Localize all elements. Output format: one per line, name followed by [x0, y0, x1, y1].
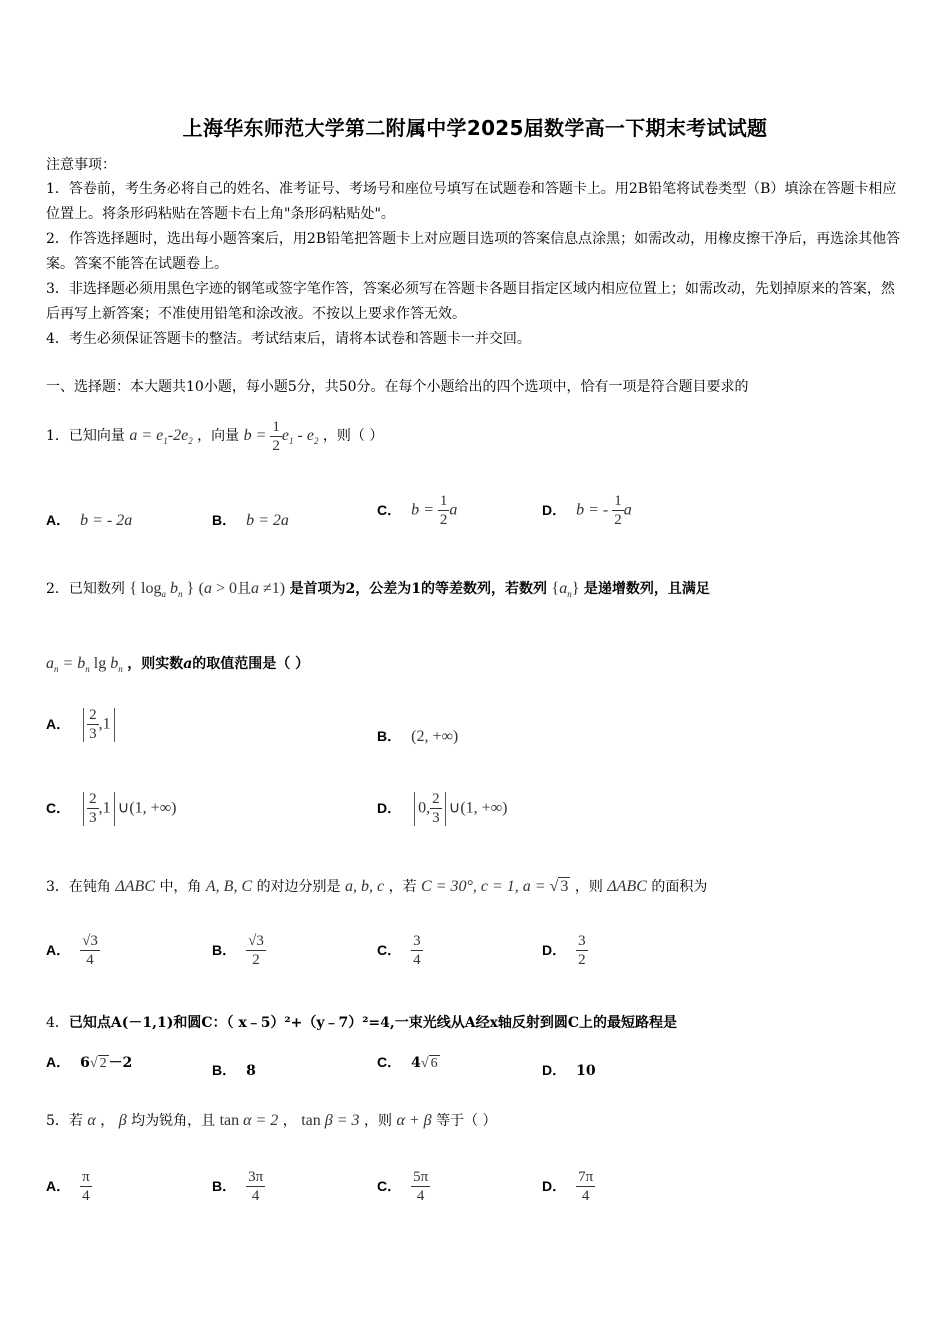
- q2-condition-a: (a > 0: [198, 580, 237, 597]
- q3-text-2: 中，角: [159, 879, 202, 895]
- q2-number: 2．: [46, 581, 69, 597]
- q3-option-d: [542, 932, 588, 969]
- q3-text-5: ，则: [574, 879, 603, 895]
- q1-option-d-den: 2: [614, 512, 622, 528]
- q1-option-c-lead: b =: [411, 501, 438, 519]
- q5-number: 5．: [46, 1113, 69, 1129]
- question-2: [46, 578, 710, 599]
- q5-option-c: [377, 1168, 430, 1205]
- q5-option-c-den: 4: [416, 1188, 425, 1204]
- q1-option-c: [377, 492, 457, 529]
- q5-option-d-den: 4: [581, 1188, 590, 1204]
- q3-option-c-den: 4: [413, 952, 421, 968]
- q1-option-d: [542, 492, 632, 529]
- q2-option-b-label: B．: [377, 728, 402, 744]
- q4-option-c-label: C．: [377, 1054, 402, 1070]
- q5-option-d-num: 7π: [578, 1169, 594, 1185]
- q5-sum: α + β: [396, 1112, 432, 1129]
- q4-option-a-coef: 6: [80, 1055, 90, 1071]
- q3-text-3: 的对边分别是: [256, 879, 341, 895]
- q3-text-4: ，若: [388, 879, 417, 895]
- q5-option-a-num: π: [82, 1169, 90, 1185]
- q5-option-b-label: B．: [212, 1177, 237, 1194]
- q1-option-c-tail: a: [449, 501, 458, 519]
- q2-text-1: 已知数列: [68, 581, 125, 597]
- q3-option-c-label: C．: [377, 941, 402, 958]
- q5-beta: β: [118, 1112, 127, 1129]
- notice-item-3: 3．非选择题必须用黑色字迹的钢笔或签字笔作答，答案必须写在答题卡各题目指定区域内相应位置上；如需改动，先划掉原来的答案，然后再写上新答案；不准使用铅笔和涂改液。不按以上要求作答无效。: [46, 281, 895, 322]
- q1-option-c-num: 1: [439, 493, 448, 509]
- q2-relation: $a_n = b_n$ $\lg b_n$: [46, 655, 123, 675]
- q5-text-1: 若: [68, 1113, 83, 1129]
- q3-option-c-num: 3: [413, 933, 421, 949]
- q5-option-d: [542, 1168, 595, 1205]
- q2-log-sequence: { $\log_a b_n$ }: [129, 580, 195, 600]
- q5-option-a-den: 4: [82, 1188, 90, 1204]
- q2-option-a-label: A．: [46, 715, 71, 732]
- q2-option-d-tail: ∪(1, +∞): [448, 799, 508, 817]
- q1-vector-a: $a = e_1-2e_2$: [129, 427, 193, 447]
- q1-option-a: [46, 510, 132, 530]
- q2-text-2: 且: [237, 581, 251, 597]
- q5-option-c-num: 5π: [413, 1169, 429, 1185]
- q3-option-a-num: √3: [82, 933, 98, 949]
- q4-option-a-rad: 2: [99, 1056, 107, 1071]
- q5-option-a-label: A．: [46, 1177, 71, 1194]
- q5-alpha: α: [87, 1112, 96, 1129]
- q3-given: C = 30°, c = 1, a = √ 3: [421, 878, 569, 895]
- q5-tan-alpha: tan α = 2: [219, 1112, 279, 1129]
- question-2-line-2: [46, 653, 309, 674]
- notice-heading: 注意事项：: [46, 157, 116, 173]
- q1-option-b-label: B．: [212, 512, 237, 528]
- q3-angles: A, B, C: [205, 878, 253, 895]
- q2-var-a: a: [183, 656, 193, 672]
- q1-number: 1．: [46, 428, 69, 445]
- q5-tan-beta: tan β = 3: [301, 1112, 360, 1129]
- q1-option-c-den: 2: [439, 512, 448, 528]
- q3-option-d-den: 2: [578, 952, 586, 968]
- q2-condition-b: a ≠1): [251, 580, 286, 597]
- q2-text-5: ，则实数: [127, 656, 184, 672]
- q2-option-d: D． 0, $\frac{2}{3}$ ∪(1, +∞): [377, 791, 508, 826]
- q5-option-b-den: 4: [251, 1188, 260, 1204]
- q5-option-b: [212, 1168, 265, 1205]
- q3-option-a: [46, 932, 100, 969]
- q1-option-d-num: 1: [614, 493, 622, 509]
- q3-triangle-2: ΔABC: [607, 878, 647, 895]
- q5-option-d-label: D．: [542, 1177, 567, 1194]
- q5-text-4: ，: [282, 1113, 297, 1129]
- section-heading: 一、选择题：本大题共10小题，每小题5分，共50分。在每个小题给出的四个选项中，恰有一项是符合题目要求的: [46, 379, 749, 395]
- q4-option-a: A． 6√ 2 －2: [46, 1054, 133, 1071]
- q2-text-4: 是递增数列，且满足: [583, 581, 710, 597]
- q2-option-a: A． $\frac{2}{3}$ ,1: [46, 706, 118, 743]
- q1-option-a-expr: b = - 2a: [80, 512, 133, 529]
- question-1: [46, 418, 383, 455]
- q5-text-3: 均为锐角，且: [131, 1113, 216, 1129]
- q3-option-d-label: D．: [542, 941, 567, 958]
- question-3: [46, 876, 707, 896]
- q4-option-c: C． 4√ 6: [377, 1054, 438, 1071]
- q4-option-d-label: D．: [542, 1062, 567, 1078]
- q5-option-b-num: 3π: [248, 1169, 264, 1185]
- q4-option-b-value: 8: [246, 1063, 256, 1079]
- q3-option-b-den: 2: [252, 952, 260, 968]
- q1-option-d-label: D．: [542, 501, 567, 518]
- q1-option-d-lead: b = -: [576, 501, 613, 519]
- notice-item-2: 2．作答选择题时，选出每小题答案后，用2B铅笔把答题卡上对应题目选项的答案信息点涂黑；如需改动，用橡皮擦干净后，再选涂其他答案。答案不能答在试题卷上。: [46, 231, 901, 272]
- q1-vector-b: b = $\frac{1}{2}$ $e_1 - e_2$: [243, 419, 319, 454]
- q3-option-a-den: 4: [86, 952, 94, 968]
- q1-text-2: ，向量: [197, 428, 240, 445]
- q2-option-b: [377, 726, 458, 746]
- q3-triangle: ΔABC: [115, 878, 155, 895]
- q4-option-d-value: 10: [576, 1063, 596, 1079]
- q4-option-b-label: B．: [212, 1062, 237, 1078]
- q2-sequence-an: $\{a_n\}$: [551, 580, 580, 600]
- q4-option-b: [212, 1060, 256, 1080]
- q5-option-a: [46, 1168, 92, 1205]
- q3-text-1: 在钝角: [68, 879, 111, 895]
- q3-option-b-label: B．: [212, 941, 237, 958]
- q4-option-a-rest: －2: [108, 1055, 133, 1071]
- q4-text: 已知点A(－1,1)和圆C：（ x﹣5）²+（y﹣7）²=4,一束光线从A经x轴反射到圆C上的最短路程是: [68, 1015, 678, 1031]
- q3-option-d-num: 3: [578, 933, 586, 949]
- q3-option-b-num: √3: [248, 933, 264, 949]
- q3-option-a-label: A．: [46, 941, 71, 958]
- q1-text-1: 已知向量: [68, 428, 125, 445]
- q5-text-6: 等于（ ）: [436, 1113, 497, 1129]
- q4-number: 4．: [46, 1015, 69, 1031]
- q1-option-d-tail: a: [623, 501, 632, 519]
- q3-option-b: [212, 932, 266, 969]
- q1-text-3: ，则（ ）: [322, 428, 384, 445]
- q2-text-7: 的取值范围是（ ）: [192, 656, 310, 672]
- q3-sides: a, b, c: [345, 878, 385, 895]
- q2-option-c-tail: ∪(1, +∞): [117, 799, 177, 817]
- page-title: 上海华东师范大学第二附属中学2025届数学高一下期末考试试题: [182, 116, 768, 140]
- q5-option-c-label: C．: [377, 1177, 402, 1194]
- q4-option-d: [542, 1060, 596, 1080]
- question-5: [46, 1110, 497, 1130]
- question-4: [46, 1012, 677, 1032]
- notice-item-4: 4．考生必须保证答题卡的整洁。考试结束后，请将本试卷和答题卡一并交回。: [46, 331, 531, 347]
- q5-text-2: ，: [100, 1113, 115, 1129]
- q2-text-3: 是首项为2，公差为1的等差数列，若数列: [289, 581, 548, 597]
- q2-option-c: C． $\frac{2}{3}$ ,1 ∪(1, +∞): [46, 791, 177, 826]
- q1-option-b-expr: b = 2a: [246, 512, 289, 529]
- q2-option-d-label: D．: [377, 799, 402, 816]
- q1-option-c-label: C．: [377, 501, 402, 518]
- q5-text-5: ，则: [363, 1113, 392, 1129]
- q1-option-b: [212, 510, 289, 530]
- q4-option-a-label: A．: [46, 1054, 71, 1070]
- notice-item-1: 1．答卷前，考生务必将自己的姓名、准考证号、考场号和座位号填写在试题卷和答题卡上。用2B铅笔将试卷类型（B）填涂在答题卡相应位置上。将条形码粘贴在答题卡右上角"条形码粘贴处"。: [46, 181, 897, 222]
- q2-option-b-expr: (2, +∞): [411, 728, 459, 745]
- q3-number: 3．: [46, 879, 69, 895]
- q1-option-a-label: A．: [46, 512, 71, 528]
- q4-option-c-coef: 4: [411, 1055, 421, 1071]
- q2-option-c-label: C．: [46, 799, 71, 816]
- q4-option-c-rad: 6: [430, 1056, 438, 1071]
- q3-text-6: 的面积为: [651, 879, 708, 895]
- q3-option-c: [377, 932, 423, 969]
